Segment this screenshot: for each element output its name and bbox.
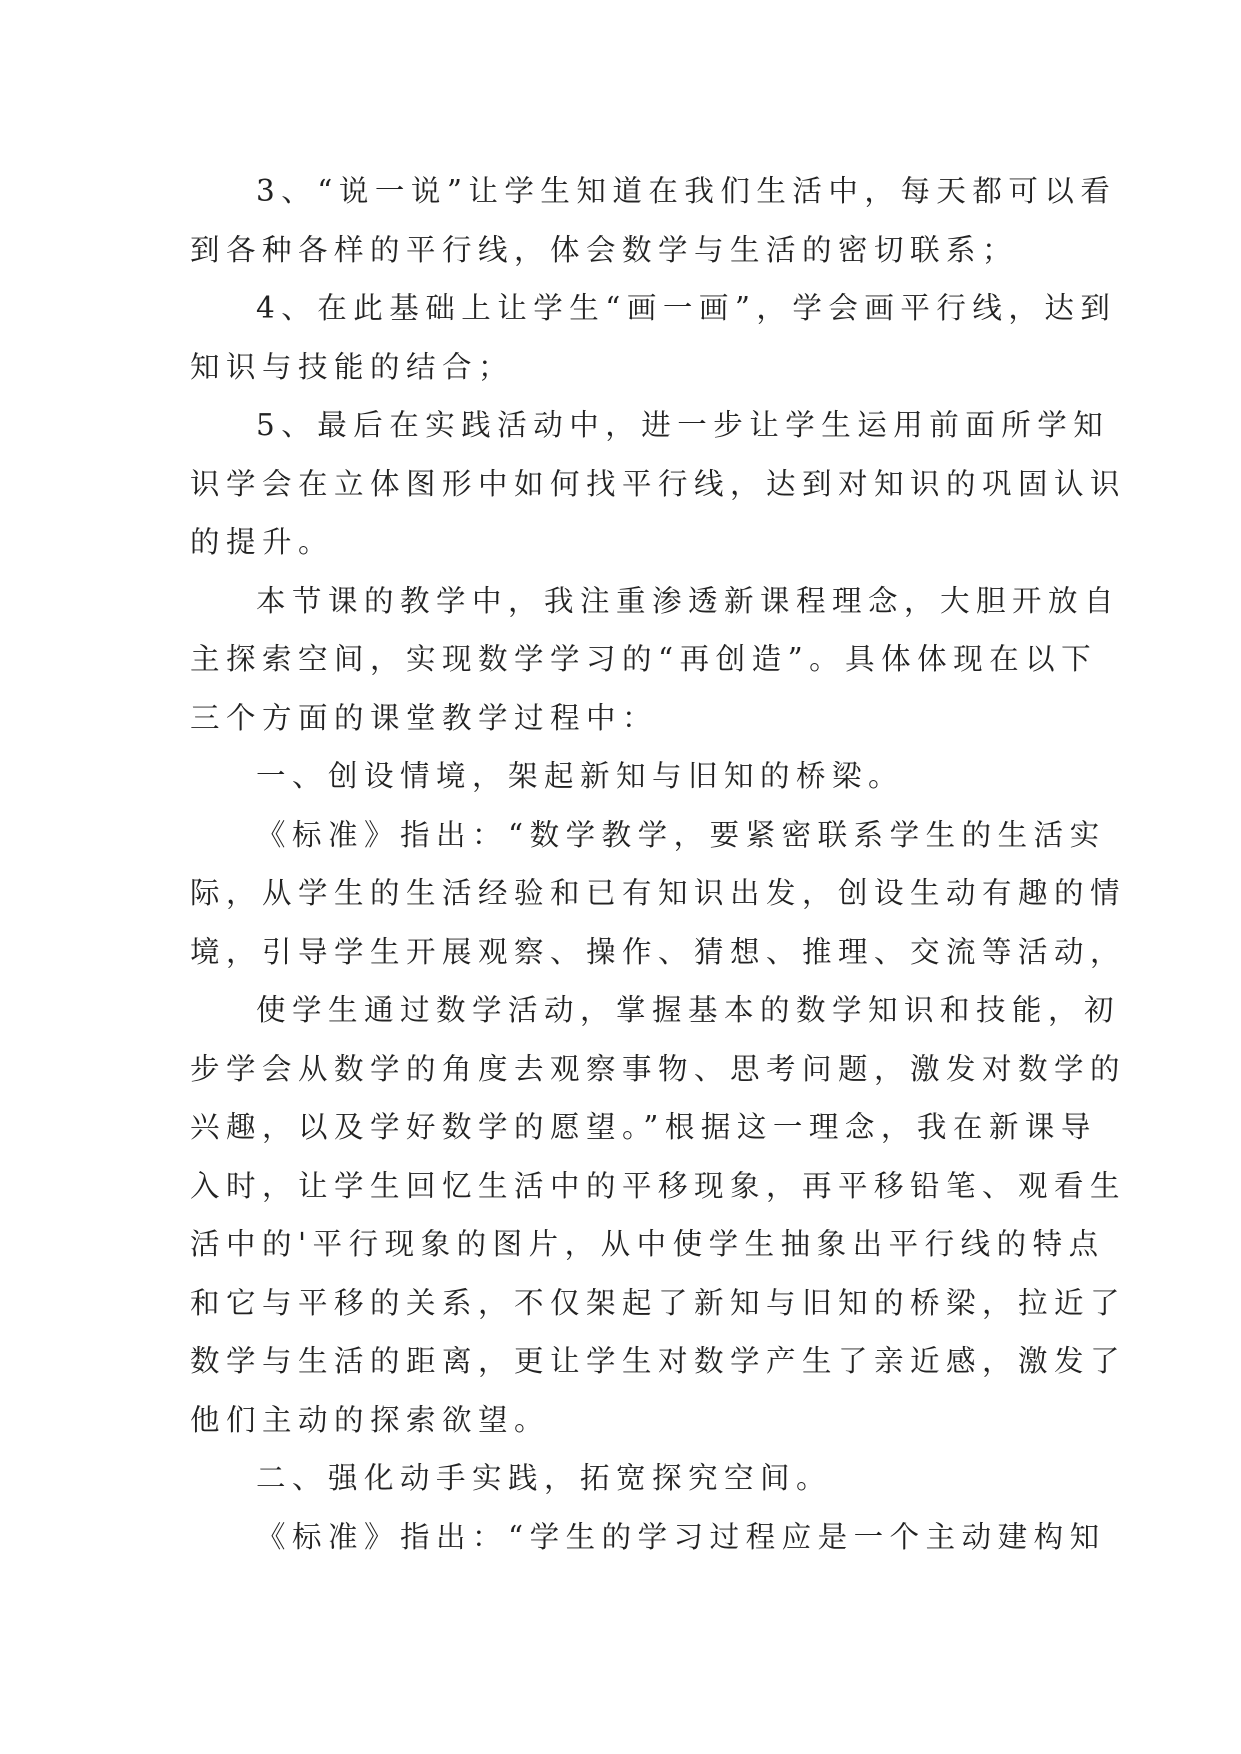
text-line: 步学会从数学的角度去观察事物、思考问题，激发对数学的 xyxy=(190,1051,1127,1086)
text-line: 3、“说一说”让学生知道在我们生活中，每天都可以看 xyxy=(256,174,1117,208)
text-line: 的提升。 xyxy=(190,525,335,559)
text-line: 活中的'平行现象的图片，从中使学生抽象出平行线的特点 xyxy=(190,1227,1105,1261)
text-line: 使学生通过数学活动，掌握基本的数学知识和技能，初 xyxy=(256,993,1121,1027)
text-line: 境，引导学生开展观察、操作、猜想、推理、交流等活动， xyxy=(190,934,1127,969)
text-line: 知识与技能的结合； xyxy=(190,349,515,384)
section-heading: 二、强化动手实践，拓宽探究空间。 xyxy=(256,1461,833,1495)
text-line: 识学会在立体图形中如何找平行线，达到对知识的巩固认识 xyxy=(190,466,1127,501)
text-line: 入时，让学生回忆生活中的平移现象，再平移铅笔、观看生 xyxy=(190,1168,1127,1203)
text-line: 本节课的教学中，我注重渗透新课程理念，大胆开放自 xyxy=(256,583,1121,618)
document-body xyxy=(190,162,1127,1566)
text-line: 主探索空间，实现数学学习的“再创造”。具体体现在以下 xyxy=(190,642,1098,676)
text-line: 三个方面的课堂教学过程中： xyxy=(190,700,659,735)
section-heading: 一、创设情境，架起新知与旧知的桥梁。 xyxy=(256,759,905,793)
text-line: 《标准》指出：“学生的学习过程应是一个主动建构知 xyxy=(256,1519,1106,1554)
text-line: 和它与平移的关系，不仅架起了新知与旧知的桥梁，拉近了 xyxy=(190,1285,1127,1320)
text-line: 到各种各样的平行线，体会数学与生活的密切联系； xyxy=(190,232,1019,267)
text-line: 5、最后在实践活动中，进一步让学生运用前面所学知 xyxy=(256,408,1110,442)
text-line: 数学与生活的距离，更让学生对数学产生了亲近感，激发了 xyxy=(190,1344,1127,1378)
text-line: 他们主动的探索欲望。 xyxy=(190,1402,551,1437)
text-line: 兴趣，以及学好数学的愿望。”根据这一理念，我在新课导 xyxy=(190,1110,1097,1144)
text-line: 《标准》指出：“数学教学，要紧密联系学生的生活实 xyxy=(256,817,1106,852)
text-line: 际，从学生的生活经验和已有知识出发，创设生动有趣的情 xyxy=(190,876,1127,910)
text-line: 4、在此基础上让学生“画一画”，学会画平行线，达到 xyxy=(256,291,1117,325)
